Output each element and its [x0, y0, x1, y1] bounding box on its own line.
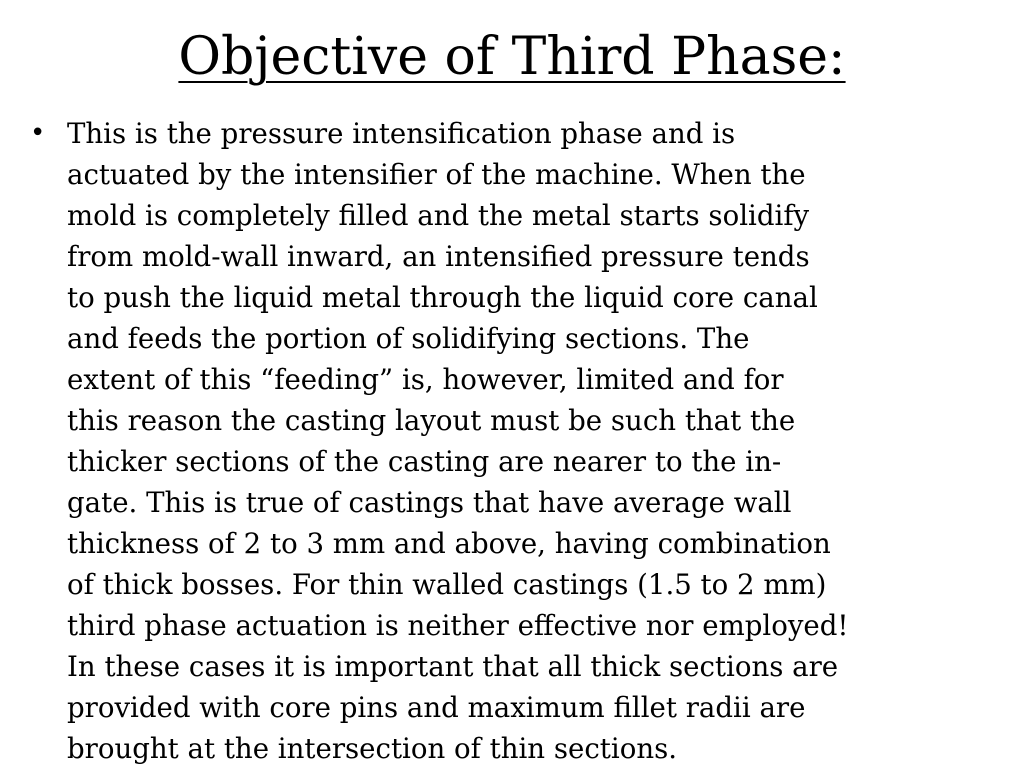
paragraph-line: gate. This is true of castings that have average wall — [67, 486, 792, 519]
paragraph-line: thickness of 2 to 3 mm and above, having combination — [67, 527, 831, 560]
bullet-paragraph — [67, 113, 1007, 769]
bullet-dot-icon: • — [30, 118, 46, 148]
paragraph-line: extent of this “feeding” is, however, limited and for — [67, 363, 784, 396]
paragraph-line: thicker sections of the casting are nearer to the in- — [67, 445, 782, 478]
paragraph-line: provided with core pins and maximum fillet radii are — [67, 691, 806, 724]
paragraph-line: In these cases it is important that all thick sections are — [67, 650, 839, 683]
paragraph-line: mold is completely filled and the metal starts solidify — [67, 199, 810, 232]
paragraph-line: this reason the casting layout must be such that the — [67, 404, 796, 437]
paragraph-line: brought at the intersection of thin sections. — [67, 732, 678, 765]
slide-title: Objective of Third Phase: — [178, 27, 846, 87]
paragraph-line: to push the liquid metal through the liquid core canal — [67, 281, 818, 314]
paragraph-line: from mold-wall inward, an intensified pressure tends — [67, 240, 810, 273]
paragraph-line: This is the pressure intensification phase and is — [67, 117, 736, 150]
paragraph-line: of thick bosses. For thin walled castings (1.5 to 2 mm) — [67, 568, 827, 601]
paragraph-line: actuated by the intensifier of the machine. When the — [67, 158, 806, 191]
paragraph-line: third phase actuation is neither effective nor employed! — [67, 609, 849, 642]
paragraph-line: and feeds the portion of solidifying sections. The — [67, 322, 750, 355]
